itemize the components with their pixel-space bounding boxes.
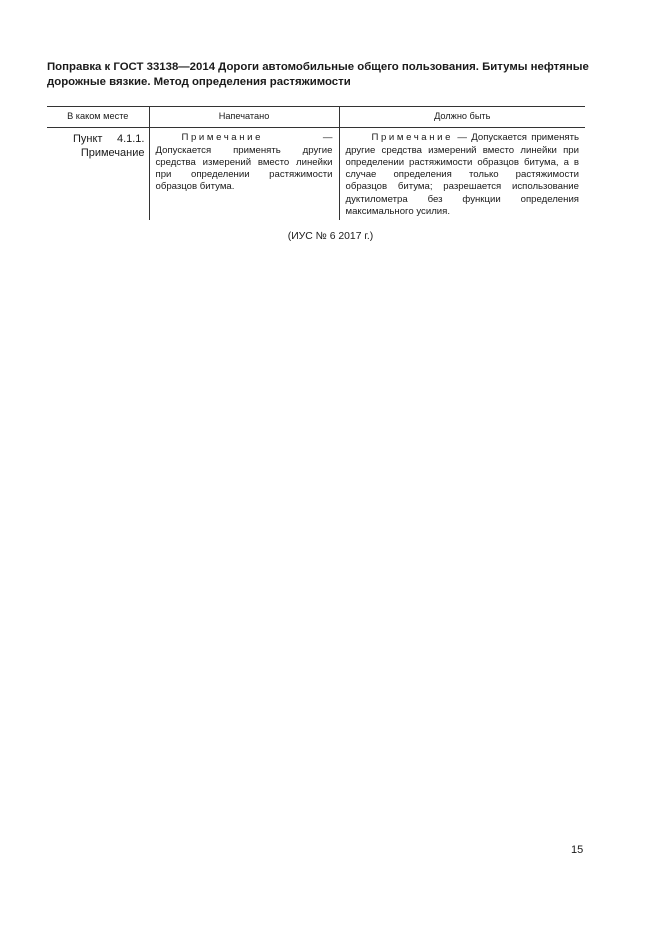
printed-text-cell (149, 128, 339, 221)
header-location: В каком месте (47, 107, 149, 128)
amendment-title: Поправка к ГОСТ 33138—2014 Дороги автомобильные общего пользования. Битумы нефтяные дорожные вязкие. Метод определения растяжимости (47, 61, 589, 88)
corrected-text-cell (339, 128, 585, 221)
corrected-note-text: — Допускается применять другие средства измерений вместо линейки при определении растяжимости образцов битума, а в случае определения только растяжимости образцов битума; разрешается использование дуктилометра без функции определения максимального усилия. (345, 132, 579, 218)
table-row (47, 128, 585, 221)
ius-citation: (ИУС № 6 2017 г.) (287, 231, 374, 242)
printed-note-text: — Допускается применять другие средства измерений вместо линейки при определении растяжимости образцов битума. (155, 132, 333, 193)
printed-note-label: Примечание (181, 132, 264, 144)
corrected-note-label: Примечание (371, 132, 454, 144)
location-cell (47, 128, 149, 221)
page-number: 15 (571, 844, 584, 856)
clause-note: Примечание (80, 147, 145, 160)
header-printed: Напечатано (149, 107, 339, 128)
header-should-be: Должно быть (339, 107, 585, 128)
amendment-table (47, 106, 585, 220)
clause-number: Пункт 4.1.1. (73, 133, 145, 146)
table-header-row (47, 107, 585, 128)
